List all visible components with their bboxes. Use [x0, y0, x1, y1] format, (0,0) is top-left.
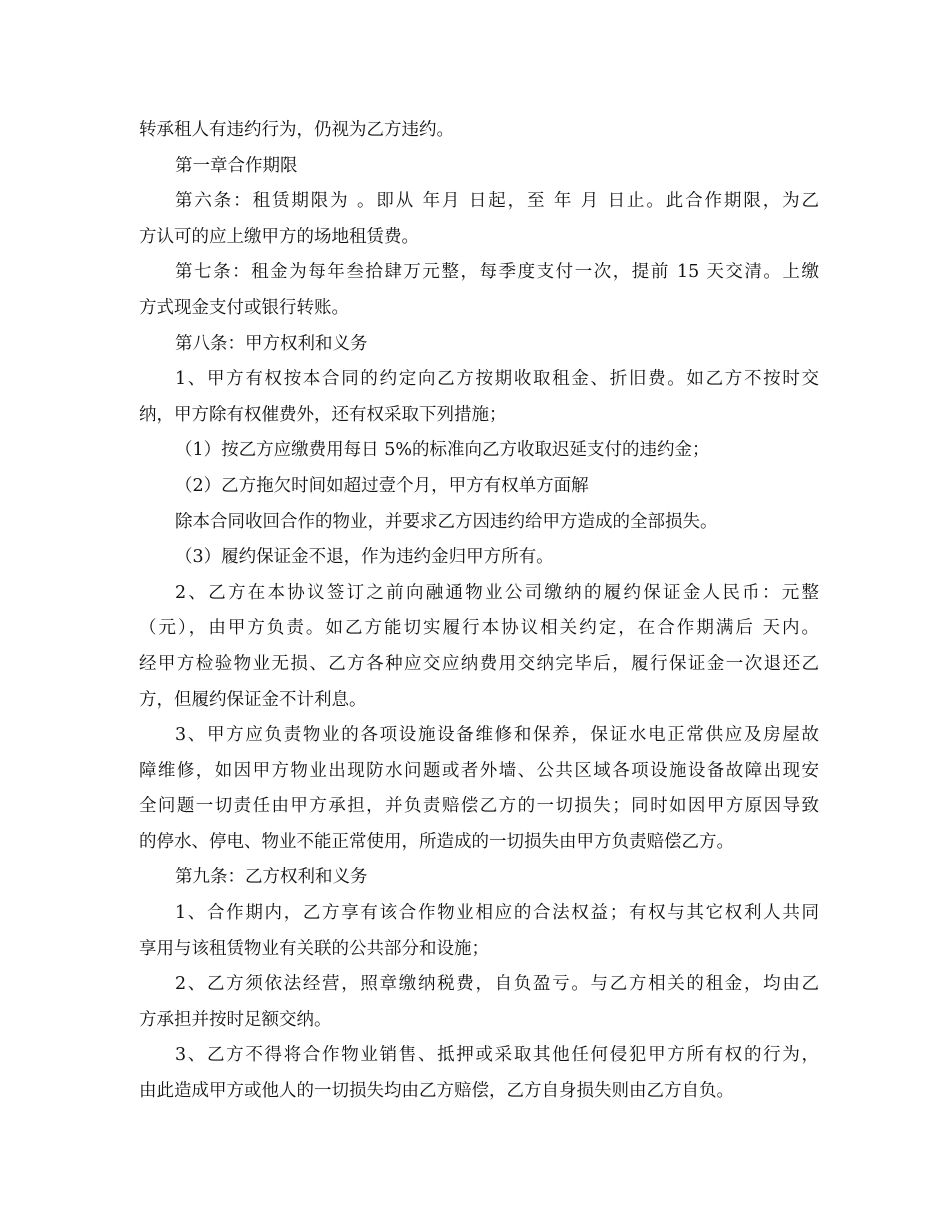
text-line: 3、甲方应负责物业的各项设施设备维修和保养，保证水电正常供应及房屋故 [175, 725, 819, 746]
text-line: 第七条：租金为每年叁拾肆万元整，每季度支付一次，提前 15 天交清。上缴 [175, 262, 819, 283]
text-line: 第六条：租赁期限为 。即从 年月 日起，至 年 月 日止。此合作期限，为乙 [175, 191, 819, 212]
text-line: 享用与该租赁物业有关联的公共部分和设施； [139, 938, 489, 959]
text-line: （元），由甲方负责。如乙方能切实履行本协议相关约定，在合作期满后 天内。 [139, 618, 819, 639]
text-line: 全问题一切责任由甲方承担，并负责赔偿乙方的一切损失；同时如因甲方原因导致 [139, 796, 819, 817]
text-line: 方认可的应上缴甲方的场地租赁费。 [139, 226, 419, 247]
text-line: 方，但履约保证金不计利息。 [139, 689, 367, 710]
text-line: 1、合作期内，乙方享有该合作物业相应的合法权益；有权与其它权利人共同 [175, 903, 819, 924]
text-line: 的停水、停电、物业不能正常使用，所造成的一切损失由甲方负责赔偿乙方。 [139, 831, 734, 852]
list-item: （1）按乙方应缴费用每日 5%的标准向乙方收取迟延支付的违约金； [175, 440, 710, 461]
article-heading: 第九条：乙方权利和义务 [175, 867, 368, 888]
chapter-heading: 第一章合作期限 [175, 155, 298, 176]
text-line: 障维修，如因甲方物业出现防水问题或者外墙、公共区域各项设施设备故障出现安 [139, 760, 819, 781]
text-line: 经甲方检验物业无损、乙方各种应交应纳费用交纳完毕后，履行保证金一次退还乙 [139, 653, 819, 674]
text-line: 2、乙方须依法经营，照章缴纳税费，自负盈亏。与乙方相关的租金，均由乙 [175, 974, 819, 995]
text-line: 转承租人有违约行为，仍视为乙方违约。 [139, 120, 454, 140]
list-item: （2）乙方拖欠时间如超过壹个月，甲方有权单方面解 [175, 475, 589, 496]
text-line: 1、甲方有权按本合同的约定向乙方按期收取租金、折旧费。如乙方不按时交 [175, 369, 819, 390]
document-body [139, 113, 819, 1110]
text-line: 由此造成甲方或他人的一切损失均由乙方赔偿，乙方自身损失则由乙方自负。 [139, 1081, 734, 1102]
list-item: （3）履约保证金不退，作为违约金归甲方所有。 [175, 547, 554, 568]
text-line: 2、乙方在本协议签订之前向融通物业公司缴纳的履约保证金人民币：元整 [175, 582, 819, 603]
text-line: 纳，甲方除有权催费外，还有权采取下列措施； [139, 404, 507, 425]
article-heading: 第八条：甲方权利和义务 [175, 333, 368, 354]
text-line: 除本合同收回合作的物业，并要求乙方因违约给甲方造成的全部损失。 [175, 511, 718, 532]
text-line: 3、乙方不得将合作物业销售、抵押或采取其他任何侵犯甲方所有权的行为， [175, 1045, 819, 1066]
text-line: 方承担并按时足额交纳。 [139, 1009, 332, 1030]
text-line: 方式现金支付或银行转账。 [139, 297, 349, 318]
